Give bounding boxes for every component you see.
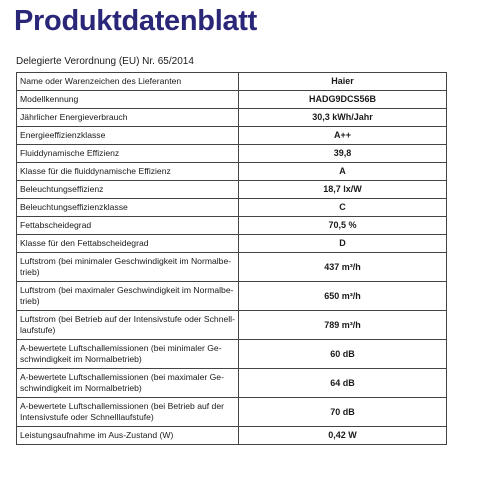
row-value: 64 dB [239,369,447,398]
row-label: Luftstrom (bei Betrieb auf der Intensivstufe oder Schnell-laufstufe) [17,311,239,340]
row-value: 70 dB [239,398,447,427]
row-value: 30,3 kWh/Jahr [239,109,447,127]
row-value: 0,42 W [239,427,447,445]
row-label: Fettabscheidegrad [17,217,239,235]
table-row [17,91,447,109]
table-row [17,369,447,398]
row-value: 437 m³/h [239,253,447,282]
row-label: Leistungsaufnahme im Aus-Zustand (W) [17,427,239,445]
regulation-subtitle: Delegierte Verordnung (EU) Nr. 65/2014 [16,56,194,67]
row-label: Luftstrom (bei minimaler Geschwindigkeit im Normalbe-trieb) [17,253,239,282]
product-data-table [16,72,447,445]
table-row [17,340,447,369]
row-value: 18,7 lx/W [239,181,447,199]
row-label: Modellkennung [17,91,239,109]
row-value: 39,8 [239,145,447,163]
row-value: 60 dB [239,340,447,369]
row-label: A-bewertete Luftschallemissionen (bei minimaler Ge-schwindigkeit im Normalbetrieb) [17,340,239,369]
row-value: A++ [239,127,447,145]
row-value: C [239,199,447,217]
table-row [17,235,447,253]
row-label: Beleuchtungseffizienz [17,181,239,199]
row-value: Haier [239,73,447,91]
row-label: Klasse für den Fettabscheidegrad [17,235,239,253]
table-row [17,145,447,163]
row-value: A [239,163,447,181]
row-label: A-bewertete Luftschallemissionen (bei Betrieb auf der Intensivstufe oder Schnelllaufstufe) [17,398,239,427]
table-row [17,199,447,217]
row-label: Name oder Warenzeichen des Lieferanten [17,73,239,91]
table-row [17,181,447,199]
row-value: 650 m³/h [239,282,447,311]
table-row [17,127,447,145]
row-label: Beleuchtungseffizienzklasse [17,199,239,217]
table-row [17,398,447,427]
table-row [17,427,447,445]
row-label: Jährlicher Energieverbrauch [17,109,239,127]
row-label: A-bewertete Luftschallemissionen (bei maximaler Ge-schwindigkeit im Normalbetrieb) [17,369,239,398]
row-label: Luftstrom (bei maximaler Geschwindigkeit im Normalbe-trieb) [17,282,239,311]
table-row [17,253,447,282]
row-value: 70,5 % [239,217,447,235]
page-title: Produktdatenblatt [14,5,258,37]
table-row [17,282,447,311]
table-row [17,311,447,340]
table-row [17,73,447,91]
row-label: Energieeffizienzklasse [17,127,239,145]
table-row [17,109,447,127]
row-value: D [239,235,447,253]
row-value: HADG9DCS56B [239,91,447,109]
row-value: 789 m³/h [239,311,447,340]
row-label: Klasse für die fluiddynamische Effizienz [17,163,239,181]
table-row [17,163,447,181]
row-label: Fluiddynamische Effizienz [17,145,239,163]
table-row [17,217,447,235]
